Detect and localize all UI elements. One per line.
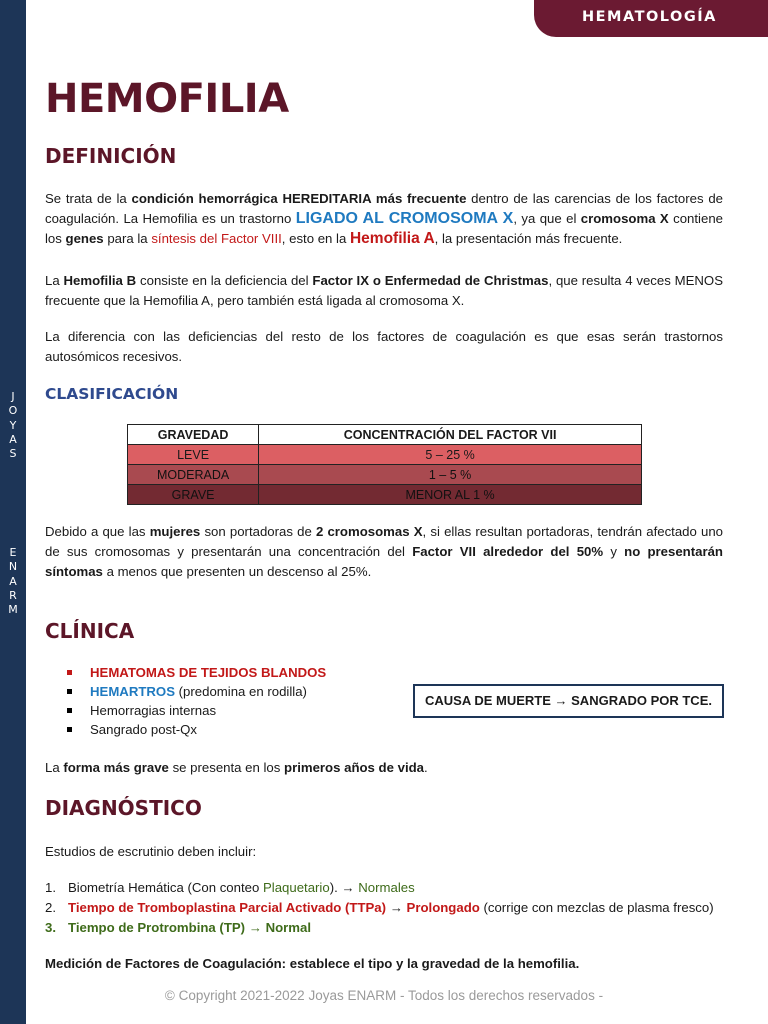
table-cell: LEVE [128,445,259,465]
list-item: 3. Tiempo de Protrombina (TP) → Normal [45,920,312,935]
heading-diagnostico: DIAGNÓSTICO [45,796,202,820]
clinica-list [65,663,326,739]
page-title: HEMOFILIA [45,76,289,122]
table-row [128,445,642,465]
list-item: HEMATOMAS DE TEJIDOS BLANDOS [65,663,326,682]
hemofilia-b-paragraph: La Hemofilia B consiste en la deficiencia del Factor IX o Enfermedad de Christmas, que resulta 4 veces MENOS frecuente que la Hemofilia A, pero también está ligada al cromosoma X. [45,273,723,308]
diagnostico-intro: Estudios de escrutinio deben incluir: [45,844,257,859]
footer-copyright: © Copyright 2021-2022 Joyas ENARM - Todos los derechos reservados - [164,988,604,1003]
list-item: 2. Tiempo de Tromboplastina Parcial Activado (TTPa) → Prolongado (corrige con mezclas de plasma fresco) [45,900,714,915]
heading-clasificacion: CLASIFICACIÓN [45,385,179,403]
table-cell: 5 – 25 % [259,445,642,465]
table-cell: MENOR AL 1 % [259,485,642,505]
difference-paragraph: La diferencia con las deficiencias del resto de los factores de coagulación es que esas serán trastornos autosómicos recesivos. [45,329,723,364]
list-item: Hemorragias internas [65,701,326,720]
list-item: 1. Biometría Hemática (Con conteo Plaquetario). → Normales [45,880,415,895]
sidebar-label-enarm: E N A R M [8,546,18,617]
heading-clinica: CLÍNICA [45,619,135,643]
table-cell: 1 – 5 % [259,465,642,485]
definition-paragraph: Se trata de la condición hemorrágica HEREDITARIA más frecuente dentro de las carencias de los factores de coagulación. La Hemofilia es un trastorno LIGADO AL CROMOSOMA X, ya que el cromosoma X contiene los genes para la síntesis del Factor VIII, esto en la Hemofilia A, la presentación más frecuente. [45,191,724,247]
diagnostico-list [45,878,714,938]
table-row [128,485,642,505]
table-cell: MODERADA [128,465,259,485]
medicion-paragraph: Medición de Factores de Coagulación: establece el tipo y la gravedad de la hemofilia. [45,956,580,971]
section-tab: HEMATOLOGÍA [534,0,768,37]
list-item: Sangrado post-Qx [65,720,326,739]
forma-grave-paragraph: La forma más grave se presenta en los primeros años de vida. [45,760,428,775]
table-header: CONCENTRACIÓN DEL FACTOR VII [259,425,642,445]
causa-muerte-box: CAUSA DE MUERTE → SANGRADO POR TCE. [413,684,724,718]
table-cell: GRAVE [128,485,259,505]
mujeres-paragraph: Debido a que las mujeres son portadoras de 2 cromosomas X, si ellas resultan portadoras, tendrán afectado uno de sus cromosomas y presentarán una concentración del Factor VII alrededor del 50% y no presentarán síntomas a menos que presenten un descenso al 25%. [45,524,724,579]
severity-table [127,424,642,505]
sidebar-strip [0,0,26,1024]
sidebar-label-joyas: J O Y A S [8,390,18,461]
table-row [128,465,642,485]
table-header-row [128,425,642,445]
list-item: HEMARTROS (predomina en rodilla) [65,682,326,701]
table-header: GRAVEDAD [128,425,259,445]
heading-definicion: DEFINICIÓN [45,144,177,168]
